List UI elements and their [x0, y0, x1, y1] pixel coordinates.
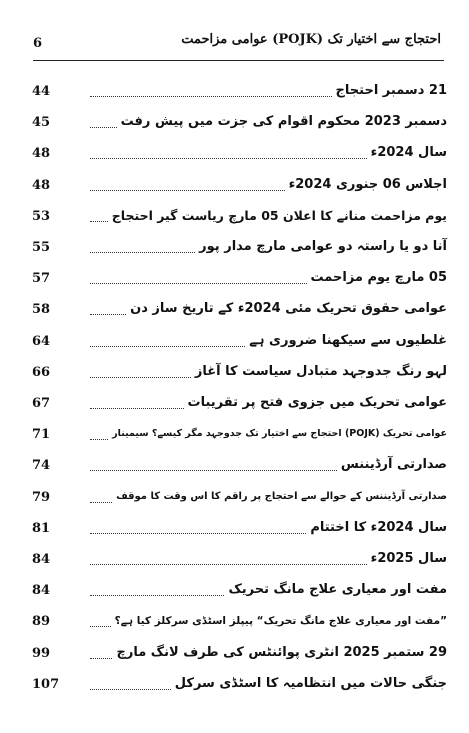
toc-entry-page: 67 — [32, 396, 51, 411]
toc-entry-title: صدارتی آرڈیننس کے حوالے سے احتجاج پر راقم کا اس وقت کا موقف — [116, 490, 447, 502]
toc-entry-page: 84 — [32, 583, 51, 599]
toc-entry — [32, 199, 447, 225]
toc-entry-page: 55 — [32, 240, 51, 255]
toc-entry-title: سال 2024ء — [370, 145, 447, 161]
toc-entry-page: 64 — [32, 333, 51, 349]
toc-entry-title: مفت اور معیاری علاج مانگ تحریک — [228, 582, 447, 598]
toc-entry — [32, 230, 447, 256]
dot-leader — [90, 583, 224, 596]
toc-entry — [32, 355, 447, 381]
toc-entry — [32, 573, 447, 599]
toc-entry-title: عوامی تحریک (POJK) احتجاج سے اختیار تک جدوجہد مگر کیسے؟ سیمینار — [112, 428, 447, 440]
toc-entry-title: آنا دو یا راستہ دو عوامی مارچ مدار پور — [199, 239, 447, 254]
dot-leader — [90, 365, 191, 378]
toc-entry — [32, 74, 447, 100]
toc-entry — [32, 136, 447, 162]
dot-leader — [90, 490, 112, 503]
dot-leader — [90, 396, 184, 409]
toc-entry-title: صدارتی آرڈیننس — [340, 457, 447, 473]
dot-leader — [90, 677, 171, 690]
toc-entry-title: 21 دسمبر احتجاج — [335, 83, 447, 98]
toc-entry-title: لہو رنگ جدوجہد متبادل سیاست کا آغاز — [194, 363, 447, 379]
toc-entry-title: عوامی تحریک میں جزوی فتح پر تقریبات — [187, 395, 447, 410]
toc-entry-title: دسمبر 2023 محکوم اقوام کی جزت میں پیش رفت — [120, 114, 447, 130]
toc-entry-title: ”مفت اور معیاری علاج مانگ تحریک“ پیپلز اسٹڈی سرکلز کیا ہے؟ — [114, 615, 447, 628]
toc-entry-page: 71 — [32, 427, 51, 443]
dot-leader — [90, 271, 307, 284]
dot-leader — [90, 427, 108, 440]
toc-entry-title: عوامی حقوق تحریک مئی 2024ء کے تاریخ ساز دن — [130, 301, 447, 317]
toc-entry-page: 53 — [32, 208, 51, 224]
toc-entry-title: سال 2025ء — [370, 551, 447, 566]
toc-entry-title: سال 2024ء کا اختتام — [310, 519, 447, 535]
toc-entry-page: 45 — [32, 115, 51, 131]
dot-leader — [90, 646, 112, 659]
dot-leader — [90, 302, 126, 315]
page-number: 6 — [33, 36, 43, 51]
toc-entry — [32, 292, 447, 318]
dot-leader — [90, 552, 367, 565]
toc-entry — [32, 324, 447, 350]
running-title: احتجاج سے اختیار تک (POJK) عوامی مزاحمت — [181, 32, 441, 47]
toc-entry — [32, 386, 447, 412]
toc-entry-title: 29 ستمبر 2025 انٹری پوائنٹس کی طرف لانگ مارچ — [116, 644, 447, 660]
toc-entry — [32, 168, 447, 194]
toc-entry-page: 58 — [32, 302, 51, 318]
toc-entry-page: 44 — [32, 84, 51, 99]
toc-entry-page: 79 — [32, 489, 51, 505]
toc-entry — [32, 105, 447, 131]
dot-leader — [90, 209, 108, 222]
dot-leader — [90, 334, 245, 347]
toc-entry — [32, 667, 447, 693]
toc-entry — [32, 636, 447, 662]
dot-leader — [90, 458, 337, 471]
toc-entry-page: 107 — [32, 676, 60, 692]
toc-entry — [32, 480, 447, 506]
toc-entry-page: 48 — [32, 177, 51, 193]
toc-entry — [32, 542, 447, 568]
toc-entry-title: اجلاس 06 جنوری 2024ء — [288, 176, 447, 192]
toc-entry — [32, 511, 447, 537]
toc-entry — [32, 604, 447, 630]
toc-entry-title: غلطیوں سے سیکھنا ضروری ہے — [249, 332, 447, 348]
toc-entry — [32, 448, 447, 474]
dot-leader — [90, 146, 367, 159]
dot-leader — [90, 84, 332, 97]
dot-leader — [90, 614, 111, 627]
toc-entry-page: 66 — [32, 364, 51, 380]
toc-entry-page: 74 — [32, 458, 51, 474]
toc-entry-page: 57 — [32, 271, 51, 287]
toc-entry-page: 84 — [32, 552, 51, 567]
toc-entry-title: 05 مارچ یوم مزاحمت — [310, 270, 447, 286]
dot-leader — [90, 178, 285, 191]
toc-entry-page: 48 — [32, 146, 51, 162]
toc-entry-page: 89 — [32, 614, 51, 630]
toc-entry — [32, 417, 447, 443]
dot-leader — [90, 240, 195, 253]
toc-entry-page: 99 — [32, 645, 51, 661]
toc-entry-title: یوم مزاحمت منانے کا اعلان 05 مارچ ریاست گیر احتجاج — [111, 207, 447, 223]
dot-leader — [90, 521, 306, 534]
toc-entry — [32, 261, 447, 287]
dot-leader — [90, 115, 117, 128]
toc-entry-title: جنگی حالات میں انتظامیہ کا اسٹڈی سرکل — [174, 675, 447, 691]
toc-entry-page: 81 — [32, 520, 51, 536]
